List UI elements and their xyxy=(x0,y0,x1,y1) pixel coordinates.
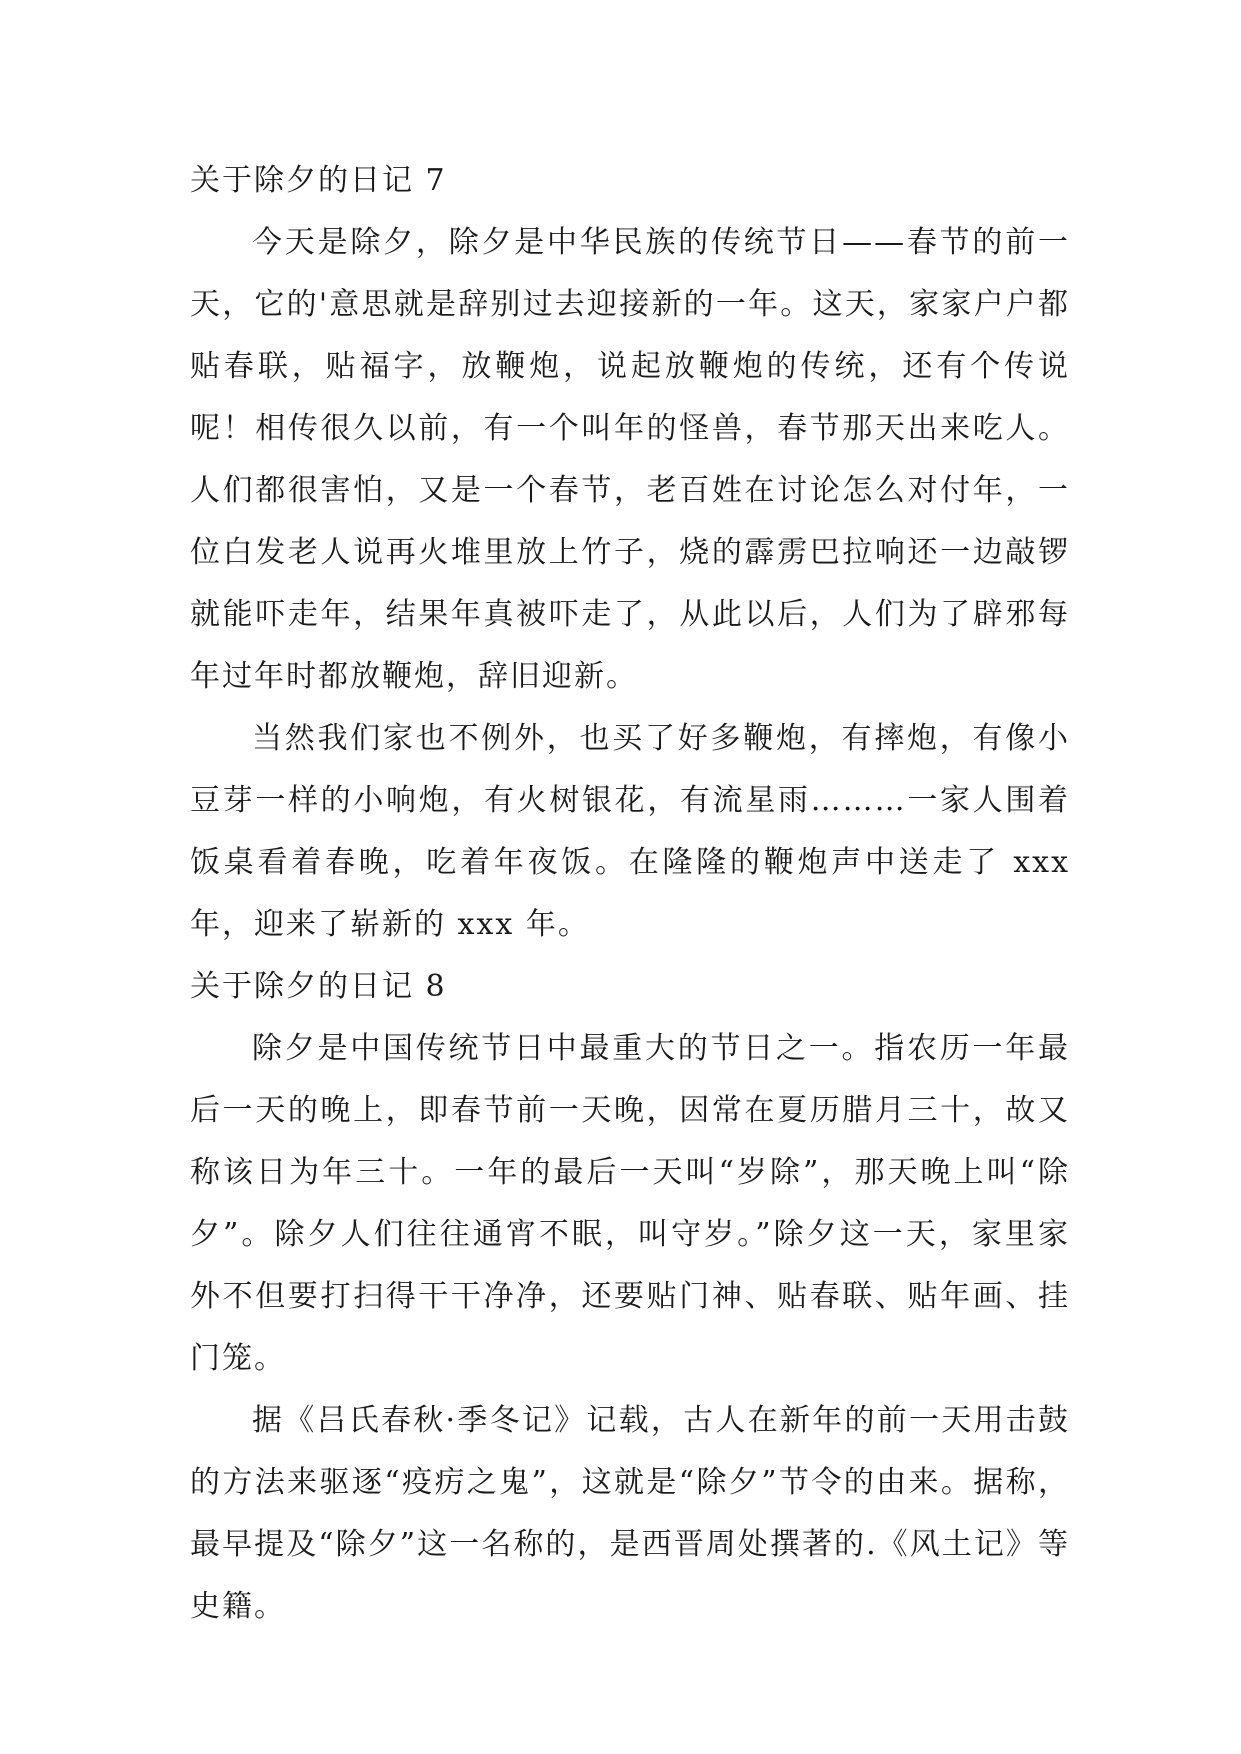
paragraph: 除夕是中国传统节日中最重大的节日之一。指农历一年最后一天的晚上，即春节前一天晚，因常在夏历腊月三十，故又称该日为年三十。一年的最后一天叫“岁除”，那天晚上叫“除夕”。除夕人们往往通宵不眠，叫守岁。”除夕这一天，家里家外不但要打扫得干干净净，还要贴门神、贴春联、贴年画、挂门笼。 xyxy=(190,1031,1070,1376)
diary-entry-8 xyxy=(190,956,1070,1638)
entry-title: 关于除夕的日记 7 xyxy=(190,163,447,198)
document-page xyxy=(190,150,1070,1638)
diary-entry-7 xyxy=(190,150,1070,956)
entry-title: 关于除夕的日记 8 xyxy=(190,969,447,1004)
paragraph: 当然我们家也不例外，也买了好多鞭炮，有摔炮，有像小豆芽一样的小响炮，有火树银花，有流星雨………一家人围着饭桌看着春晚，吃着年夜饭。在隆隆的鞭炮声中送走了 xxx 年，迎来了崭新的 xxx 年。 xyxy=(190,721,1070,942)
paragraph: 今天是除夕，除夕是中华民族的传统节日——春节的前一天，它的'意思就是辞别过去迎接新的一年。这天，家家户户都贴春联，贴福字，放鞭炮，说起放鞭炮的传统，还有个传说呢！相传很久以前，有一个叫年的怪兽，春节那天出来吃人。人们都很害怕，又是一个春节，老百姓在讨论怎么对付年，一位白发老人说再火堆里放上竹子，烧的霹雳巴拉响还一边敲锣就能吓走年，结果年真被吓走了，从此以后，人们为了辟邪每年过年时都放鞭炮，辞旧迎新。 xyxy=(190,225,1070,694)
paragraph: 据《吕氏春秋·季冬记》记载，古人在新年的前一天用击鼓的方法来驱逐“疫疠之鬼”，这就是“除夕”节令的由来。据称，最早提及“除夕”这一名称的，是西晋周处撰著的.《风土记》等史籍。 xyxy=(190,1403,1070,1624)
